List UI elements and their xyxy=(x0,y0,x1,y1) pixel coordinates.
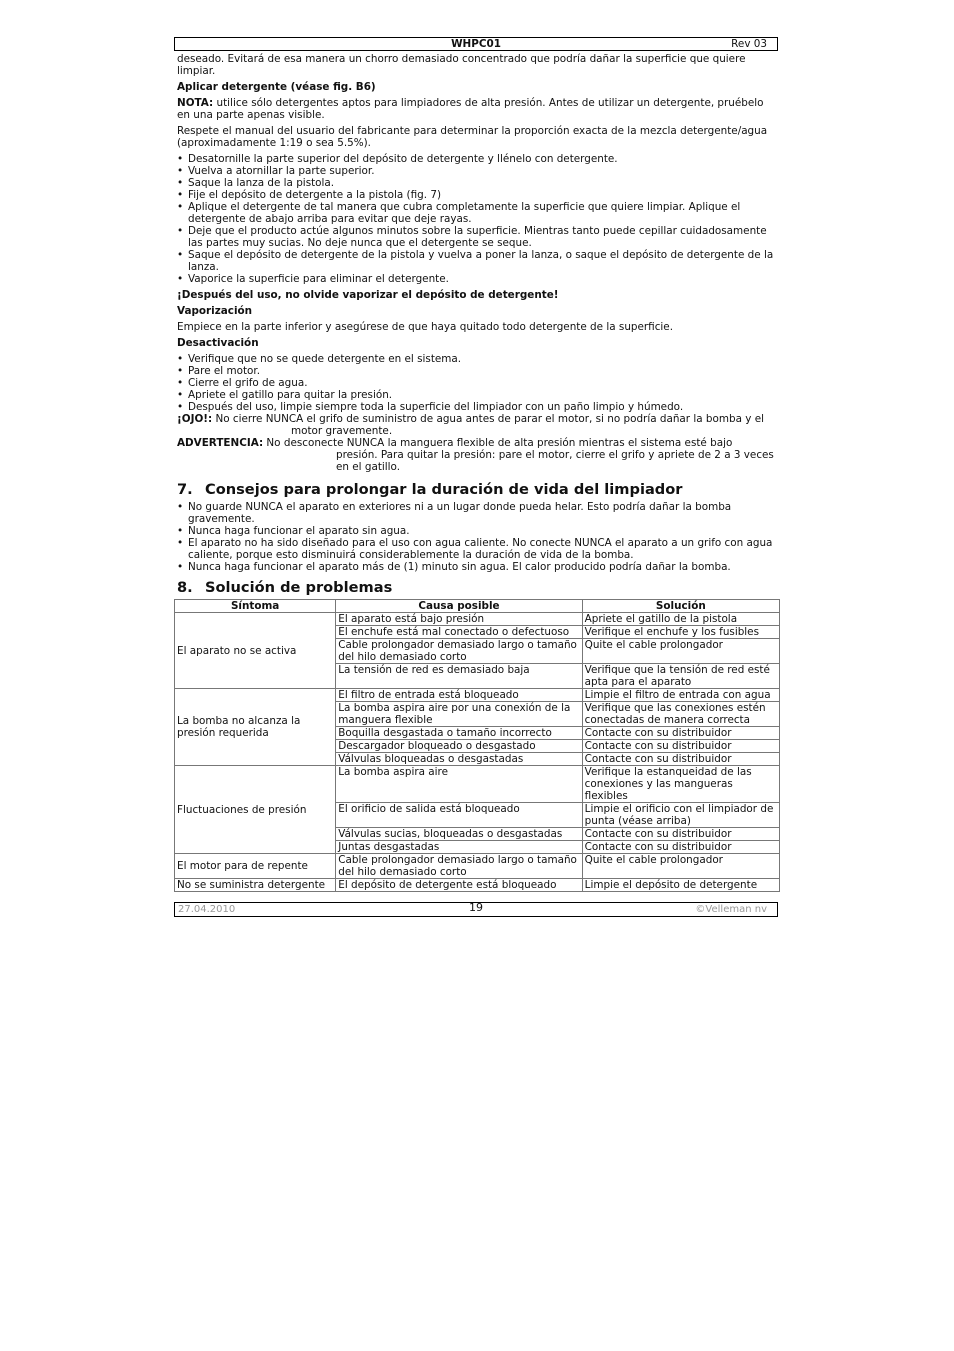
list-item: • Desatornille la parte superior del depósito de detergente y llénelo con detergente. xyxy=(177,153,777,165)
detergent-steps xyxy=(177,153,777,285)
table-row xyxy=(175,689,780,702)
solution-cell: Verifique el enchufe y los fusibles xyxy=(582,626,779,639)
page-header xyxy=(174,37,778,51)
page-number: 19 xyxy=(469,901,483,914)
symptom-cell: La bomba no alcanza la presión requerida xyxy=(175,689,336,766)
solution-cell: Limpie el depósito de detergente xyxy=(582,879,779,892)
deactivation-heading: Desactivación xyxy=(177,337,259,349)
symptom-cell: El aparato no se activa xyxy=(175,613,336,689)
solution-cell: Verifique que las conexiones estén conectadas de manera correcta xyxy=(582,702,779,727)
ojo-text: No cierre NUNCA el grifo de suministro de agua antes de parar el motor, si no podría dañar la bomba y el motor gravemente. xyxy=(212,413,764,437)
page-content xyxy=(177,53,777,892)
table-header-row xyxy=(175,600,780,613)
solution-cell: Apriete el gatillo de la pistola xyxy=(582,613,779,626)
column-header: Causa posible xyxy=(336,600,582,613)
list-item: • Vuelva a atornillar la parte superior. xyxy=(177,165,777,177)
solution-cell: Limpie el orificio con el limpiador de punta (véase arriba) xyxy=(582,803,779,828)
ojo-warning xyxy=(177,413,777,437)
column-header: Solución xyxy=(582,600,779,613)
solution-cell: Contacte con su distribuidor xyxy=(582,828,779,841)
table-row xyxy=(175,879,780,892)
cause-cell: Juntas desgastadas xyxy=(336,841,582,854)
list-item: • Deje que el producto actúe algunos minutos sobre la superficie. Mientras tanto puede cepillar cuidadosamente las partes muy sucias. No deje nunca que el detergente se seque. xyxy=(177,225,777,249)
cause-cell: El enchufe está mal conectado o defectuoso xyxy=(336,626,582,639)
detergent-note xyxy=(177,97,777,121)
detergent-heading: Aplicar detergente (véase fig. B6) xyxy=(177,81,376,93)
note-text: utilice sólo detergentes aptos para limpiadores de alta presión. Antes de utilizar un detergente, pruébelo en una parte apenas visible. xyxy=(177,97,764,121)
section-title: Consejos para prolongar la duración de vida del limpiador xyxy=(205,481,683,498)
list-item: • Cierre el grifo de agua. xyxy=(177,377,777,389)
solution-cell: Verifique la estanqueidad de las conexiones y las mangueras flexibles xyxy=(582,766,779,803)
header-model: WHPC01 xyxy=(451,38,501,50)
cause-cell: Cable prolongador demasiado largo o tamaño del hilo demasiado corto xyxy=(336,639,582,664)
troubleshooting-table xyxy=(174,599,780,892)
footer-date: 27.04.2010 xyxy=(178,904,236,915)
section-number: 8. xyxy=(177,579,193,596)
symptom-cell: No se suministra detergente xyxy=(175,879,336,892)
vaporization-heading: Vaporización xyxy=(177,305,253,317)
solution-cell: Contacte con su distribuidor xyxy=(582,740,779,753)
list-item: • Nunca haga funcionar el aparato sin agua. xyxy=(177,525,777,537)
symptom-cell: El motor para de repente xyxy=(175,854,336,879)
cause-cell: Boquilla desgastada o tamaño incorrecto xyxy=(336,727,582,740)
section-8-heading xyxy=(177,579,777,597)
list-item: • Vaporice la superficie para eliminar el detergente. xyxy=(177,273,777,285)
cause-cell: La tensión de red es demasiado baja xyxy=(336,664,582,689)
cause-cell: El aparato está bajo presión xyxy=(336,613,582,626)
section-title: Solución de problemas xyxy=(205,579,393,596)
detergent-ratio: Respete el manual del usuario del fabricante para determinar la proporción exacta de la mezcla detergente/agua (aproximadamente 1:19 o sea 5.5%). xyxy=(177,125,768,149)
cause-cell: El depósito de detergente está bloqueado xyxy=(336,879,582,892)
cause-cell: Cable prolongador demasiado largo o tamaño del hilo demasiado corto xyxy=(336,854,582,879)
solution-cell: Limpie el filtro de entrada con agua xyxy=(582,689,779,702)
section-7-heading xyxy=(177,481,777,499)
table-row xyxy=(175,766,780,803)
cause-cell: La bomba aspira aire xyxy=(336,766,582,803)
tips-list xyxy=(177,501,777,573)
warning-label: ADVERTENCIA: xyxy=(177,437,264,449)
solution-cell: Contacte con su distribuidor xyxy=(582,753,779,766)
cause-cell: Válvulas bloqueadas o desgastadas xyxy=(336,753,582,766)
intro-continuation: deseado. Evitará de esa manera un chorro demasiado concentrado que podría dañar la superficie que quiere limpiar. xyxy=(177,53,746,77)
solution-cell: Contacte con su distribuidor xyxy=(582,841,779,854)
ojo-label: ¡OJO!: xyxy=(177,413,213,425)
page-footer xyxy=(174,902,778,917)
cause-cell: El filtro de entrada está bloqueado xyxy=(336,689,582,702)
section-number: 7. xyxy=(177,481,193,498)
list-item: • Saque la lanza de la pistola. xyxy=(177,177,777,189)
list-item: • Aplique el detergente de tal manera que cubra completamente la superficie que quiere limpiar. Aplique el detergente de abajo arriba para evitar que deje rayas. xyxy=(177,201,777,225)
table-row xyxy=(175,613,780,626)
list-item: • No guarde NUNCA el aparato en exteriores ni a un lugar donde pueda helar. Esto podría dañar la bomba gravemente. xyxy=(177,501,777,525)
solution-cell: Contacte con su distribuidor xyxy=(582,727,779,740)
list-item: • Verifique que no se quede detergente en el sistema. xyxy=(177,353,777,365)
after-use-reminder: ¡Después del uso, no olvide vaporizar el depósito de detergente! xyxy=(177,289,559,301)
list-item: • Pare el motor. xyxy=(177,365,777,377)
cause-cell: La bomba aspira aire por una conexión de la manguera flexible xyxy=(336,702,582,727)
list-item: • Nunca haga funcionar el aparato más de (1) minuto sin agua. El calor producido podría dañar la bomba. xyxy=(177,561,777,573)
footer-copyright: ©Velleman nv xyxy=(695,904,767,915)
solution-cell: Quite el cable prolongador xyxy=(582,854,779,879)
cause-cell: Descargador bloqueado o desgastado xyxy=(336,740,582,753)
symptom-cell: Fluctuaciones de presión xyxy=(175,766,336,854)
list-item: • Después del uso, limpie siempre toda la superficie del limpiador con un paño limpio y húmedo. xyxy=(177,401,777,413)
list-item: • El aparato no ha sido diseñado para el uso con agua caliente. No conecte NUNCA el aparato a un grifo con agua caliente, porque esto disminuirá considerablemente la duración de vida de la bomba. xyxy=(177,537,777,561)
header-revision: Rev 03 xyxy=(731,38,767,50)
column-header: Síntoma xyxy=(175,600,336,613)
deactivation-steps xyxy=(177,353,777,413)
list-item: • Apriete el gatillo para quitar la presión. xyxy=(177,389,777,401)
warning-text: No desconecte NUNCA la manguera flexible de alta presión mientras el sistema esté bajo presión. Para quitar la presión: pare el motor, cierre el grifo y apriete de 2 a 3 veces en el gatillo. xyxy=(263,437,774,473)
note-label: NOTA: xyxy=(177,97,214,109)
list-item: • Fije el depósito de detergente a la pistola (fig. 7) xyxy=(177,189,777,201)
solution-cell: Verifique que la tensión de red esté apta para el aparato xyxy=(582,664,779,689)
solution-cell: Quite el cable prolongador xyxy=(582,639,779,664)
cause-cell: Válvulas sucias, bloqueadas o desgastadas xyxy=(336,828,582,841)
cause-cell: El orificio de salida está bloqueado xyxy=(336,803,582,828)
advertencia-warning xyxy=(177,437,777,473)
table-row xyxy=(175,854,780,879)
list-item: • Saque el depósito de detergente de la pistola y vuelva a poner la lanza, o saque el depósito de detergente de la lanza. xyxy=(177,249,777,273)
vaporization-text: Empiece en la parte inferior y asegúrese de que haya quitado todo detergente de la superficie. xyxy=(177,321,674,333)
